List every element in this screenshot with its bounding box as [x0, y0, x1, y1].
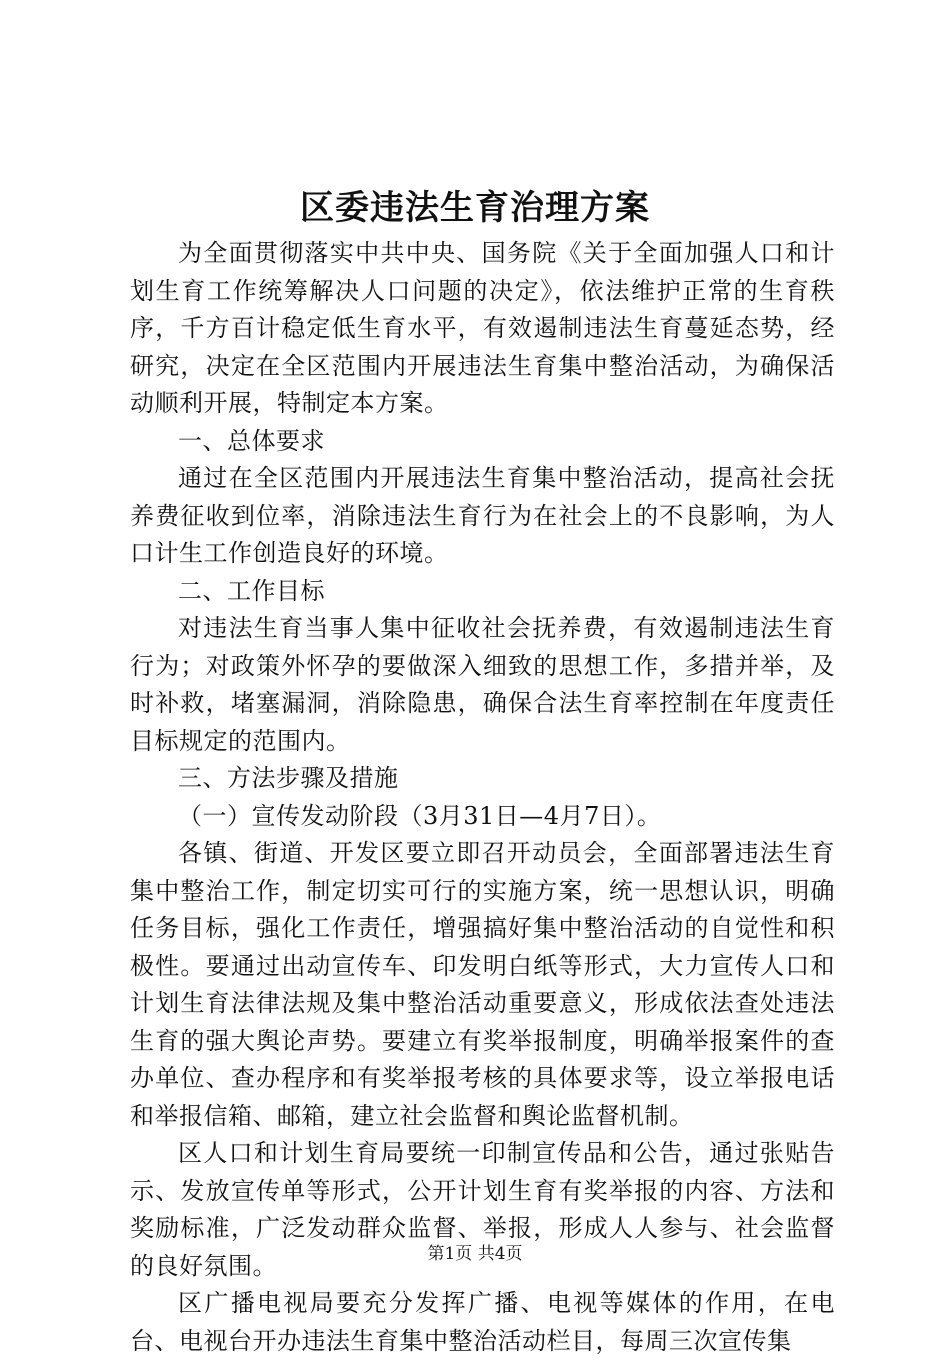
paragraph-intro: 为全面贯彻落实中共中央、国务院《关于全面加强人口和计划生育工作统筹解决人口问题的决定》，依法维护正常的生育秩序，千方百计稳定低生育水平，有效遏制违法生育蔓延态势，经研究，决定在全区范围内开展违法生育集中整治活动，为确保活动顺利开展，特制定本方案。: [130, 239, 835, 417]
paragraph-mobilization: 各镇、街道、开发区要立即召开动员会，全面部署违法生育集中整治工作，制定切实可行的实施方案，统一思想认识，明确任务目标，强化工作责任，增强搞好集中整治活动的自觉性和积极性。要通过出动宣传车、印发明白纸等形式，大力宣传人口和计划生育法律法规及集中整治活动重要意义，形成依法查处违法生育的强大舆论声势。要建立有奖举报制度，明确举报案件的查办单位、查办程序和有奖举报考核的具体要求等，设立举报电话和举报信箱、邮箱，建立社会监督和舆论监督机制。: [130, 839, 835, 1130]
page-number: 第1页 共4页: [427, 1244, 523, 1264]
document-body: [130, 235, 835, 1360]
paragraph-general-requirements: 通过在全区范围内开展违法生育集中整治活动，提高社会抚养费征收到位率，消除违法生育行为在社会上的不良影响，为人口计生工作创造良好的环境。: [130, 464, 835, 567]
section-heading-1: 一、总体要求: [178, 426, 325, 455]
subsection-heading-1: （一）宣传发动阶段（3月31日—4月7日）。: [178, 801, 662, 830]
paragraph-population-bureau: 区人口和计划生育局要统一印制宣传品和公告，通过张贴告示、发放宣传单等形式，公开计划生育有奖举报的内容、方法和奖励标准，广泛发动群众监督、举报，形成人人参与、社会监督的良好氛围。: [130, 1139, 835, 1280]
paragraph-work-goals: 对违法生育当事人集中征收社会抚养费，有效遏制违法生育行为；对政策外怀孕的要做深入细致的思想工作，多措并举，及时补救，堵塞漏洞，消除隐患，确保合法生育率控制在年度责任目标规定的范围内。: [130, 614, 835, 755]
paragraph-broadcast-bureau: 区广播电视局要充分发挥广播、电视等媒体的作用，在电台、电视台开办违法生育集中整治活动栏目，每周三次宣传集: [130, 1289, 835, 1355]
section-heading-2: 二、工作目标: [178, 576, 325, 605]
document-title: 区委违法生育治理方案: [300, 188, 650, 228]
section-heading-3: 三、方法步骤及措施: [178, 764, 399, 792]
